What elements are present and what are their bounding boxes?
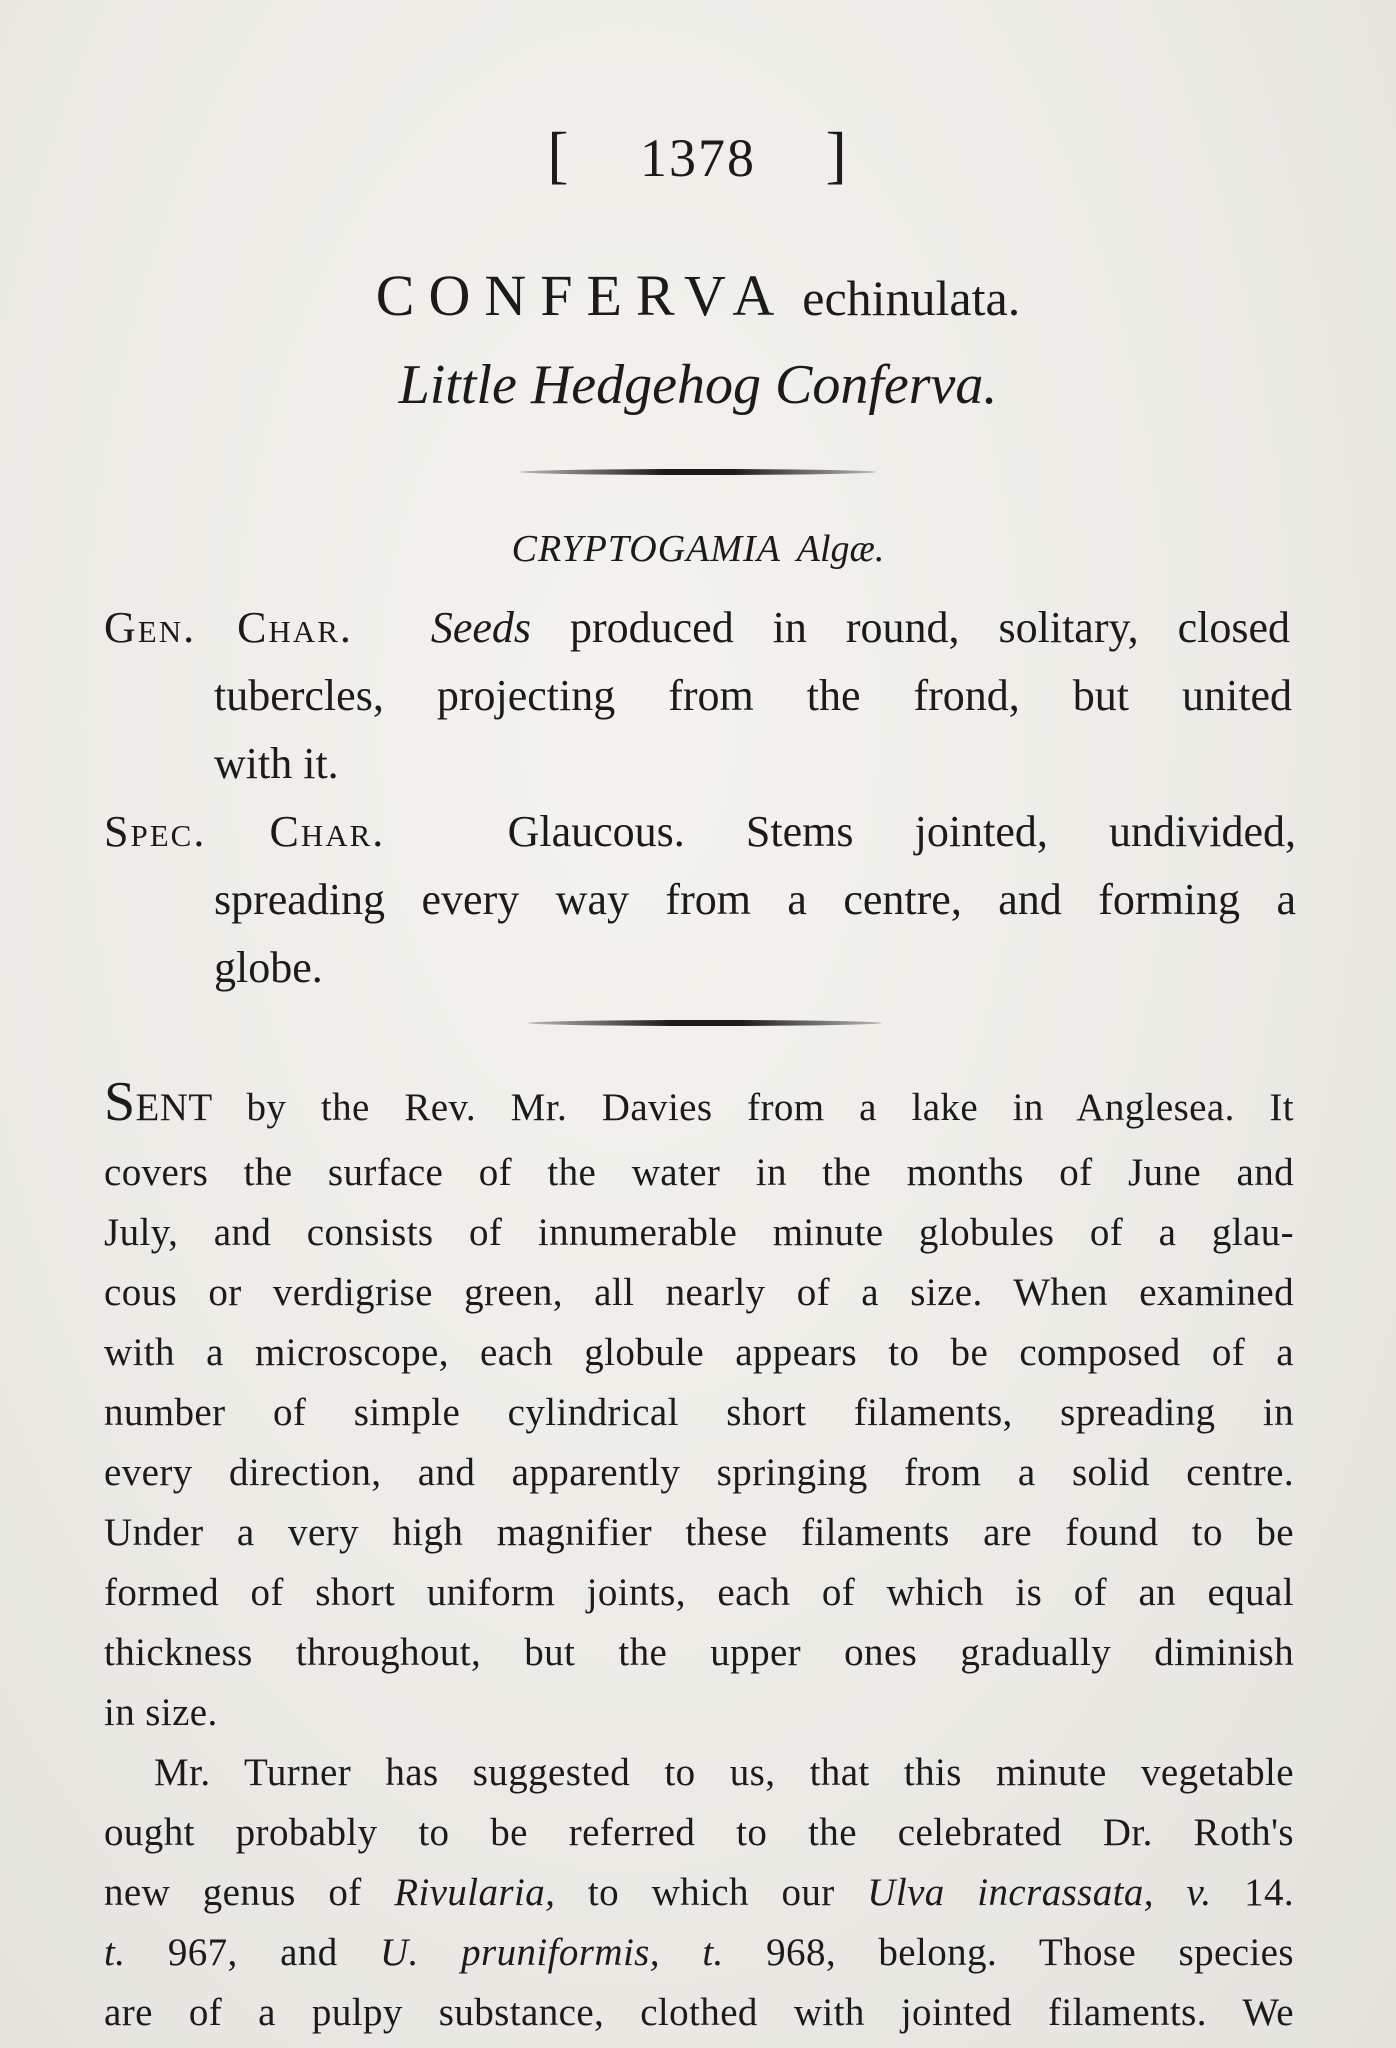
ornamental-rule-bottom (528, 1020, 882, 1026)
generic-character-line-3: with it. (214, 739, 339, 788)
paragraph-2-line-4-b: 967, and (167, 1931, 338, 1974)
paragraph-1-line-8: Under a very high magnifier these filaments are found to be (104, 1511, 1294, 1554)
rivularia-genus: Rivularia, (394, 1871, 556, 1914)
classification-order: Algæ. (796, 528, 885, 570)
paragraph-2-line-3-c: to which our (587, 1871, 835, 1914)
paragraph-1-line-9: formed of short uniform joints, each of which is of an equal (104, 1571, 1294, 1614)
paragraph-2-line-4-a: t. (104, 1931, 126, 1974)
specific-character-line-2: spreading every way from a centre, and forming a (214, 875, 1296, 924)
generic-character-text-1: produced in round, solitary, closed (570, 603, 1291, 652)
paragraph-1-dropcap: S (104, 1071, 136, 1133)
ornamental-rule-top (520, 469, 876, 475)
page-number-value: 1378 (640, 128, 756, 188)
ulva-incrassata: Ulva incrassata, v. (867, 1871, 1212, 1914)
page-number (0, 118, 1396, 192)
paragraph-2-line-5: are of a pulpy substance, clothed with jointed filaments. We (104, 1991, 1294, 2034)
paragraph-2-line-3-e: 14. (1244, 1871, 1295, 1914)
specific-character-label: Spec. Char. (104, 807, 386, 856)
specific-character-line-3: globe. (214, 943, 323, 992)
paragraph-1-line-1 (104, 1071, 1294, 1133)
paragraph-2-line-3-a: new genus of (104, 1871, 362, 1914)
page-number-open-bracket: [ (547, 119, 571, 190)
paragraph-1-line-5: with a microscope, each globule appears to be composed of a (104, 1331, 1294, 1374)
species-title (0, 262, 1396, 329)
paragraph-2-line-4 (104, 1930, 1294, 1975)
paragraph-2-line-2: ought probably to be referred to the celebrated Dr. Roth's (104, 1811, 1294, 1854)
specific-character-line-1 (104, 806, 1296, 857)
paragraph-1-line-3: July, and consists of innumerable minute globules of a glau- (104, 1211, 1294, 1254)
paragraph-1-line-2: covers the surface of the water in the months of June and (104, 1151, 1294, 1194)
paragraph-1-line-11: in size. (104, 1691, 218, 1734)
species-name: echinulata. (802, 270, 1021, 326)
specific-character-text-1: Glaucous. Stems jointed, undivided, (507, 807, 1296, 856)
genus-name: CONFERVA (375, 263, 789, 328)
generic-character-label: Gen. Char. (104, 603, 353, 652)
paragraph-1-line-6: number of simple cylindrical short filaments, spreading in (104, 1391, 1294, 1434)
paragraph-2-line-4-d: 968, belong. Those species (766, 1931, 1294, 1974)
classification (0, 527, 1396, 571)
common-name: Little Hedgehog Conferva. (398, 354, 998, 416)
classification-class: CRYPTOGAMIA (511, 528, 781, 570)
ulva-pruniformis: U. pruniformis, t. (380, 1931, 724, 1974)
paragraph-1-line-1-text: ENT by the Rev. Mr. Davies from a lake in Anglesea. It (135, 1086, 1294, 1129)
paragraph-1-line-4: cous or verdigrise green, all nearly of a size. When examined (104, 1271, 1294, 1314)
generic-character-seeds: Seeds (430, 603, 532, 652)
generic-character-line-2: tubercles, projecting from the frond, but united (214, 671, 1292, 720)
paragraph-2-line-3 (104, 1870, 1294, 1915)
generic-character-line-1 (104, 602, 1290, 653)
paragraph-2-line-1: Mr. Turner has suggested to us, that this minute vegetable (154, 1751, 1294, 1794)
paragraph-1-line-10: thickness throughout, but the upper ones gradually diminish (104, 1631, 1294, 1674)
paragraph-1-line-7: every direction, and apparently springing from a solid centre. (104, 1451, 1294, 1494)
page-number-close-bracket: ] (825, 119, 849, 190)
